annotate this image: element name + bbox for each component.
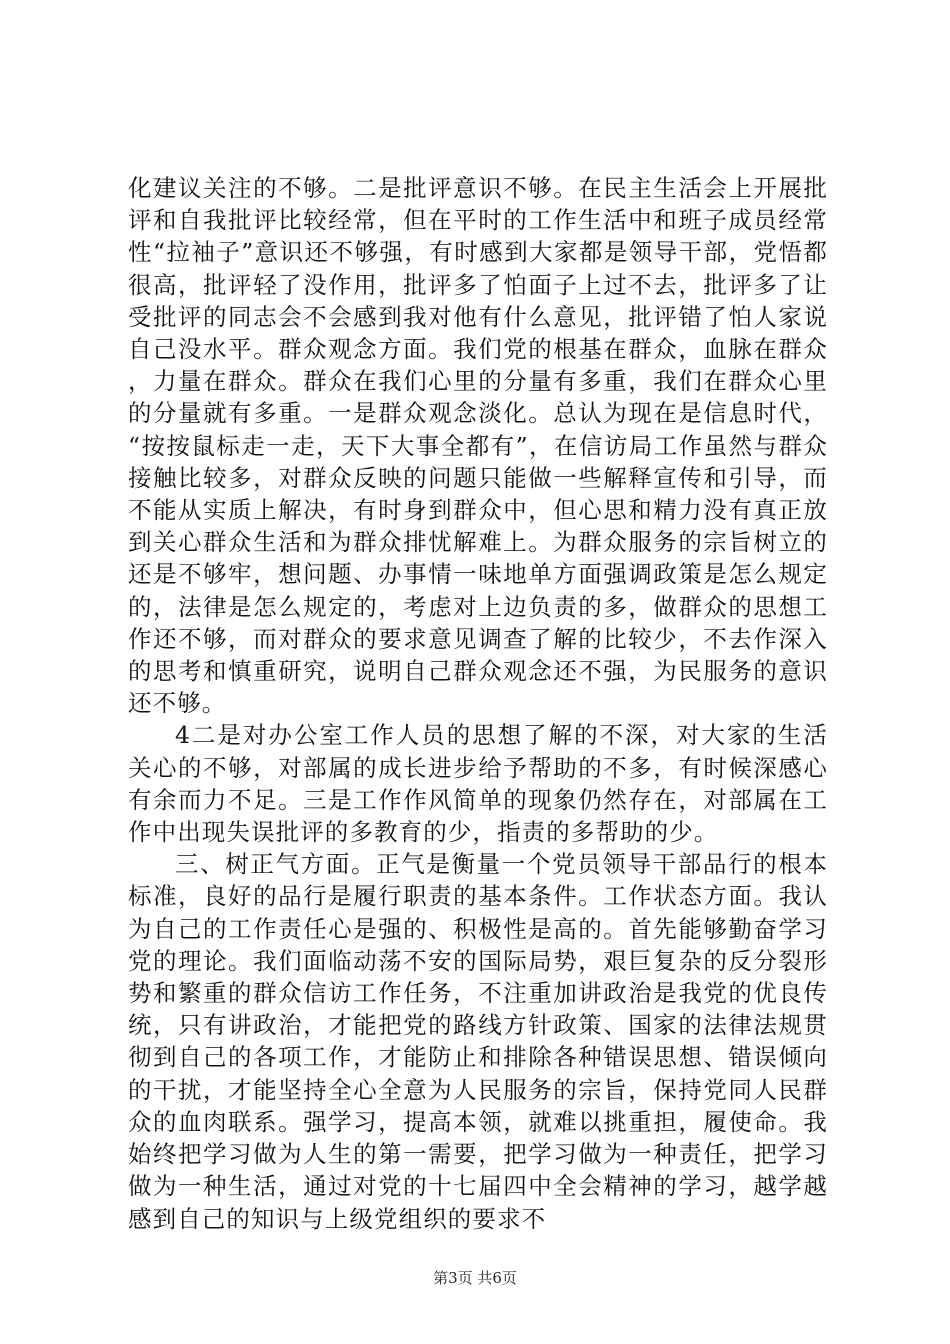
page-number-footer: 第3页 共6页 <box>433 1269 517 1287</box>
paragraph-2: 4二是对办公室工作人员的思想了解的不深，对大家的生活关心的不够，对部属的成长进步给予帮助的不多，有时候深感心有余而力不足。三是工作作风简单的现象仍然存在，对部属在工作中出现失误批评的多教育的少，指责的多帮助的少。 <box>128 721 828 847</box>
document-body <box>128 172 828 1235</box>
paragraph-3: 三、树正气方面。正气是衡量一个党员领导干部品行的根本标准，良好的品行是履行职责的基本条件。工作状态方面。我认为自己的工作责任心是强的、积极性是高的。首先能够勤奋学习党的理论。我们面临动荡不安的国际局势，艰巨复杂的反分裂形势和繁重的群众信访工作任务，不注重加讲政治是我党的优良传统，只有讲政治，才能把党的路线方针政策、国家的法律法规贯彻到自己的各项工作，才能防止和排除各种错误思想、错误倾向的干扰，才能坚持全心全意为人民服务的宗旨，保持党同人民群众的血肉联系。强学习，提高本领，就难以挑重担，履使命。我始终把学习做为人生的第一需要，把学习做为一种责任，把学习做为一种生活，通过对党的十七届四中全会精神的学习，越学越感到自己的知识与上级党组织的要求不 <box>128 850 828 1233</box>
paragraph-1: 化建议关注的不够。二是批评意识不够。在民主生活会上开展批评和自我批评比较经常，但在平时的工作生活中和班子成员经常性“拉袖子”意识还不够强，有时感到大家都是领导干部，党悟都很高，批评轻了没作用，批评多了怕面子上过不去，批评多了让受批评的同志会不会感到我对他有什么意见，批评错了怕人家说自己没水平。群众观念方面。我们党的根基在群众，血脉在群众，力量在群众。群众在我们心里的分量有多重，我们在群众心里的分量就有多重。一是群众观念淡化。总认为现在是信息时代，“按按鼠标走一走，天下大事全都有”，在信访局工作虽然与群众接触比较多，对群众反映的问题只能做一些解释宣传和引导，而不能从实质上解决，有时身到群众中，但心思和精力没有真正放到关心群众生活和为群众排忧解难上。为群众服务的宗旨树立的还是不够牢，想问题、办事情一味地单方面强调政策是怎么规定的，法律是怎么规定的，考虑对上边负责的多，做群众的思想工作还不够，而对群众的要求意见调查了解的比较少，不去作深入的思考和慎重研究，说明自己群众观念还不强，为民服务的意识还不够。 <box>128 174 828 718</box>
